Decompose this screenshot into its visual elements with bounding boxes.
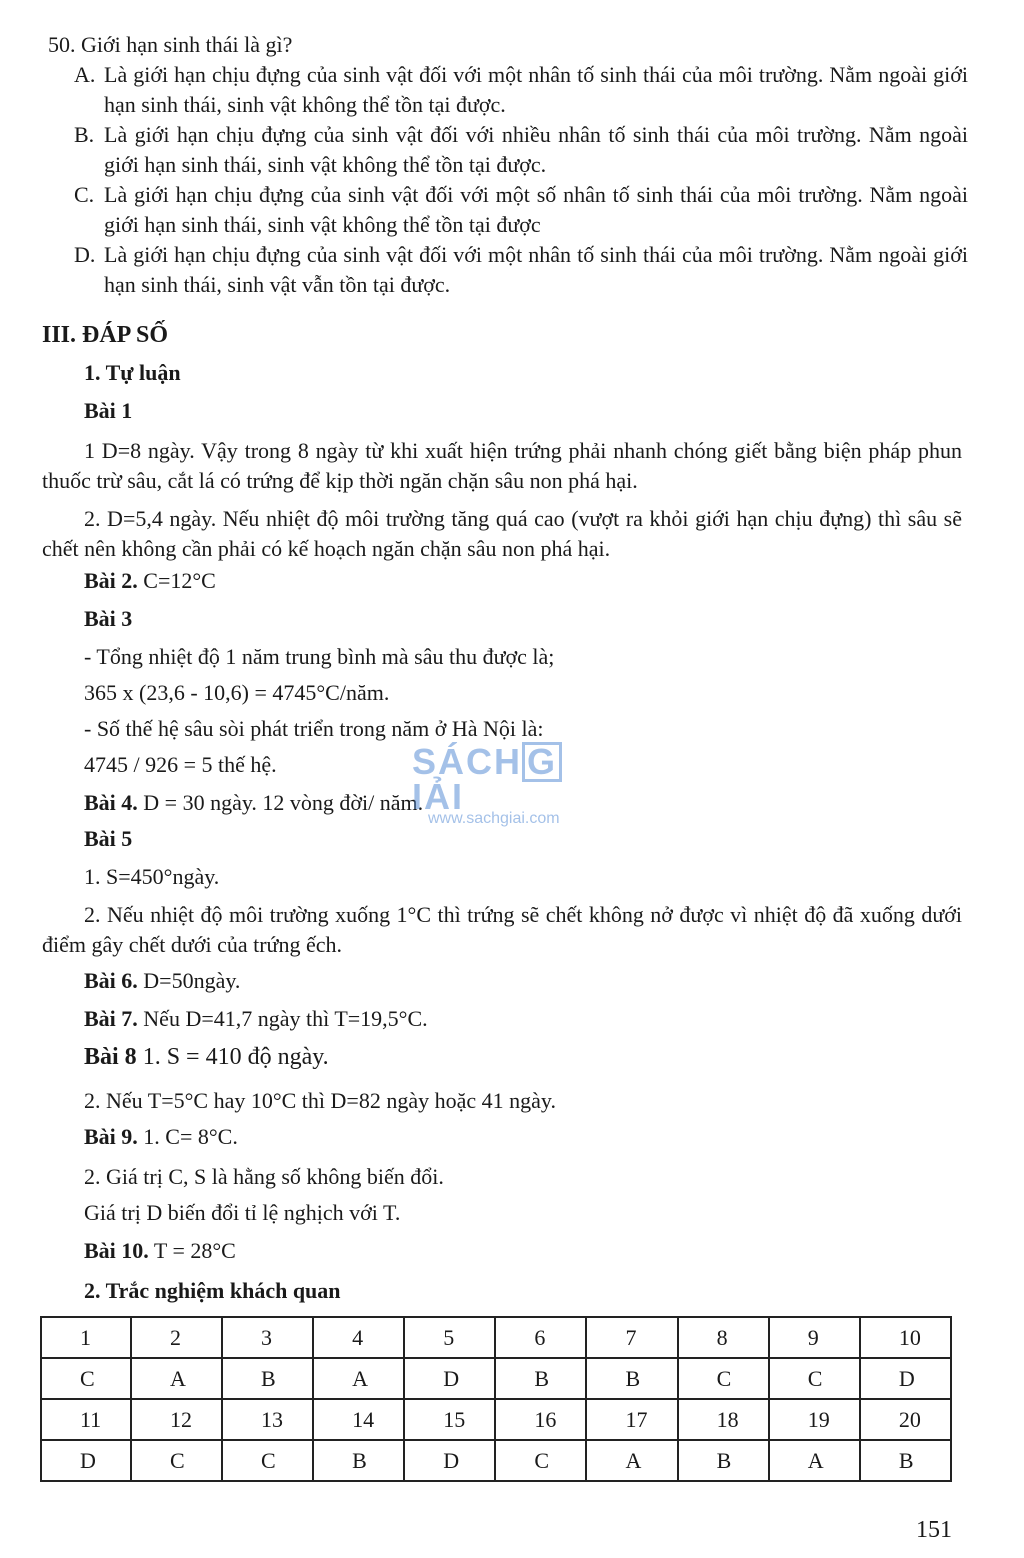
table-cell: 5: [404, 1317, 495, 1358]
table-cell: 20: [860, 1399, 951, 1440]
option-c: [74, 180, 968, 240]
option-letter: A.: [74, 62, 96, 87]
table-cell: 6: [495, 1317, 586, 1358]
bai5-paragraph-2: 2. Nếu nhiệt độ môi trường xuống 1°C thì trứng sẽ chết không nở được vì nhiệt độ đã xuống dưới điểm gây chết dưới của trứng ếch.: [42, 902, 962, 957]
question-50: [48, 30, 968, 300]
bai9-text: 1. C= 8°C.: [137, 1124, 238, 1149]
bai9-line: [84, 1122, 884, 1152]
option-letter: D.: [74, 242, 96, 267]
bai6-label: Bài 6.: [84, 968, 138, 993]
option-text: Là giới hạn chịu đựng của sinh vật đối với một nhân tố sinh thái của môi trường. Nằm ngoài giới hạn sinh thái, sinh vật không thể tồn tại được.: [104, 62, 968, 117]
option-letter: B.: [74, 122, 95, 147]
section-title: III. ĐÁP SỐ: [42, 322, 169, 348]
bai7-label: Bài 7.: [84, 1006, 138, 1031]
table-cell: C: [495, 1440, 586, 1481]
bai9-label: Bài 9.: [84, 1124, 138, 1149]
sachgiai-watermark: [412, 742, 612, 832]
watermark-logo: [412, 741, 612, 817]
table-cell: B: [222, 1358, 313, 1399]
table-cell: A: [131, 1358, 222, 1399]
option-text: Là giới hạn chịu đựng của sinh vật đối với nhiều nhân tố sinh thái của môi trường. Nằm ngoài giới hạn sinh thái, sinh vật không thể tồn tại được.: [104, 122, 968, 177]
bai7-line: [84, 1004, 884, 1034]
table-row: [41, 1358, 951, 1399]
bai1-title: Bài 1: [84, 398, 133, 423]
table-cell: C: [41, 1358, 131, 1399]
table-cell: B: [860, 1440, 951, 1481]
table-cell: B: [586, 1358, 677, 1399]
table-cell: C: [678, 1358, 769, 1399]
option-d: [74, 240, 968, 300]
option-text: Là giới hạn chịu đựng của sinh vật đối với một nhân tố sinh thái của môi trường. Nằm ngoài giới hạn sinh thái, sinh vật vẫn tồn tại được.: [104, 242, 968, 297]
bai3-line-4: 4745 / 926 = 5 thế hệ.: [84, 752, 277, 777]
table-cell: A: [586, 1440, 677, 1481]
subsection-essay: 1. Tự luận: [84, 360, 181, 385]
watermark-text-left: SÁCH: [412, 741, 523, 782]
table-cell: 4: [313, 1317, 404, 1358]
bai10-label: Bài 10.: [84, 1238, 149, 1263]
table-cell: 9: [769, 1317, 860, 1358]
bai6-line: [84, 966, 884, 996]
bai3-line-3: - Số thế hệ sâu sòi phát triển trong năm ở Hà Nội là:: [84, 716, 544, 741]
bai9-line-3: Giá trị D biến đổi tỉ lệ nghịch với T.: [84, 1200, 401, 1225]
table-row: [41, 1440, 951, 1481]
page-number: 151: [916, 1517, 952, 1543]
table-cell: 13: [222, 1399, 313, 1440]
table-cell: 18: [678, 1399, 769, 1440]
table-cell: B: [495, 1358, 586, 1399]
bai2-line: [84, 566, 884, 596]
table-cell: 12: [131, 1399, 222, 1440]
bai3-line-2: 365 x (23,6 - 10,6) = 4745°C/năm.: [84, 680, 390, 705]
table-cell: D: [41, 1440, 131, 1481]
bai1-paragraph-1: 1 D=8 ngày. Vậy trong 8 ngày từ khi xuất hiện trứng phải nhanh chóng giết bằng biện pháp phun thuốc trừ sâu, cắt lá có trứng để kịp thời ngăn chặn sâu non phá hại.: [42, 438, 962, 493]
table-cell: D: [404, 1440, 495, 1481]
table-cell: D: [404, 1358, 495, 1399]
watermark-text-right: IẢI: [412, 776, 465, 817]
table-cell: A: [769, 1440, 860, 1481]
watermark-url: www.sachgiai.com: [428, 810, 560, 827]
bai10-line: [84, 1236, 884, 1266]
table-row: [41, 1399, 951, 1440]
table-cell: C: [131, 1440, 222, 1481]
bai8-text: 1. S = 410 độ ngày.: [136, 1044, 329, 1070]
bai8-line-2: 2. Nếu T=5°C hay 10°C thì D=82 ngày hoặc 41 ngày.: [84, 1088, 556, 1113]
table-cell: 17: [586, 1399, 677, 1440]
bai7-text: Nếu D=41,7 ngày thì T=19,5°C.: [137, 1006, 428, 1031]
table-cell: 3: [222, 1317, 313, 1358]
table-cell: C: [222, 1440, 313, 1481]
table-row: [41, 1317, 951, 1358]
option-text: Là giới hạn chịu đựng của sinh vật đối với một số nhân tố sinh thái của môi trường. Nằm ngoài giới hạn sinh thái, sinh vật không thể tồn tại được: [104, 182, 968, 237]
watermark-text-box: G: [522, 742, 562, 782]
bai5-title: Bài 5: [84, 826, 133, 851]
table-cell: 11: [41, 1399, 131, 1440]
bai10-text: T = 28°C: [148, 1238, 236, 1263]
table-cell: B: [313, 1440, 404, 1481]
bai2-label: Bài 2.: [84, 568, 138, 593]
bai9-line-2: 2. Giá trị C, S là hằng số không biến đổi.: [84, 1164, 444, 1189]
table-cell: A: [313, 1358, 404, 1399]
table-cell: B: [678, 1440, 769, 1481]
bai4-label: Bài 4.: [84, 790, 138, 815]
table-cell: 14: [313, 1399, 404, 1440]
table-cell: 19: [769, 1399, 860, 1440]
bai8-line: [84, 1042, 884, 1072]
table-cell: 7: [586, 1317, 677, 1358]
bai4-text: D = 30 ngày. 12 vòng đời/ năm.: [137, 790, 424, 815]
bai6-text: D=50ngày.: [137, 968, 241, 993]
table-cell: 16: [495, 1399, 586, 1440]
table-cell: 15: [404, 1399, 495, 1440]
bai1-paragraph-2: 2. D=5,4 ngày. Nếu nhiệt độ môi trường tăng quá cao (vượt ra khỏi giới hạn chịu đựng) thì sâu sẽ chết nên không cần phải có kế hoạch ngăn chặn sâu non phá hại.: [42, 506, 962, 561]
table-cell: 10: [860, 1317, 951, 1358]
bai2-text: C=12°C: [137, 568, 216, 593]
option-letter: C.: [74, 182, 95, 207]
bai5-line-1: 1. S=450°ngày.: [84, 864, 220, 889]
table-cell: 2: [131, 1317, 222, 1358]
subsection-multiple-choice: 2. Trắc nghiệm khách quan: [84, 1278, 341, 1303]
bai3-title: Bài 3: [84, 606, 133, 631]
question-title: 50. Giới hạn sinh thái là gì?: [48, 32, 293, 57]
table-cell: D: [860, 1358, 951, 1399]
bai3-line-1: - Tổng nhiệt độ 1 năm trung bình mà sâu thu được là;: [84, 644, 555, 669]
table-cell: 8: [678, 1317, 769, 1358]
option-a: [74, 60, 968, 120]
table-cell: C: [769, 1358, 860, 1399]
bai8-label: Bài 8: [84, 1044, 137, 1070]
option-b: [74, 120, 968, 180]
answer-table: [40, 1316, 952, 1482]
table-cell: 1: [41, 1317, 131, 1358]
